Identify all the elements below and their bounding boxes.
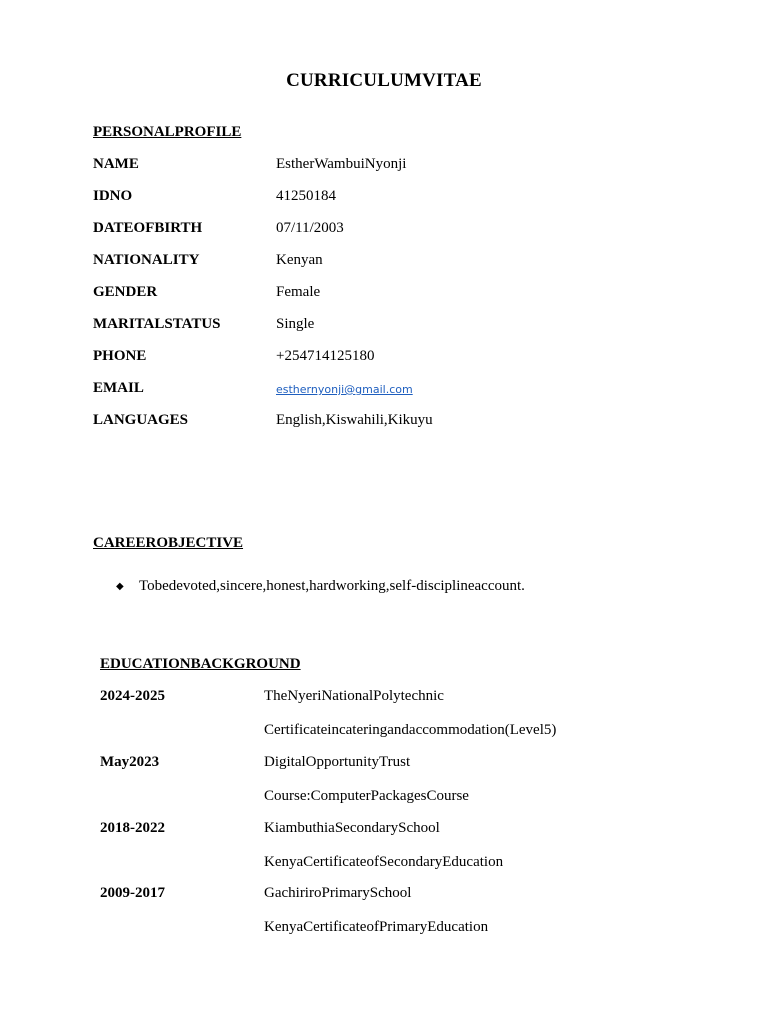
profile-value: 07/11/2003 xyxy=(276,220,344,236)
profile-label: LANGUAGES xyxy=(93,412,189,428)
education-detail: KenyaCertificateofPrimaryEducation xyxy=(264,919,489,935)
profile-value: +254714125180 xyxy=(276,348,375,364)
profile-label: EMAIL xyxy=(93,380,144,396)
profile-label: IDNO xyxy=(93,188,133,204)
profile-label: MARITALSTATUS xyxy=(93,316,221,332)
email-link[interactable]: esthernyonji@gmail.com xyxy=(276,383,413,396)
profile-row-marital-status xyxy=(93,316,713,336)
education-institution: GachiriroPrimarySchool xyxy=(264,885,412,901)
career-objective-text: Tobedevoted,sincere,honest,hardworking,self-disciplineaccount. xyxy=(139,578,525,594)
profile-label: NATIONALITY xyxy=(93,252,200,268)
education-detail: Course:ComputerPackagesCourse xyxy=(264,788,469,804)
education-date: 2009-2017 xyxy=(100,885,165,901)
profile-value: 41250184 xyxy=(276,188,336,204)
career-objective-heading: CAREEROBJECTIVE xyxy=(93,535,244,551)
personal-profile-heading: PERSONALPROFILE xyxy=(93,124,242,140)
education-institution: KiambuthiaSecondarySchool xyxy=(264,820,440,836)
profile-value: Single xyxy=(276,316,315,332)
profile-row-name xyxy=(93,156,713,176)
profile-label: GENDER xyxy=(93,284,158,300)
profile-value: EstherWambuiNyonji xyxy=(276,156,407,172)
education-heading: EDUCATIONBACKGROUND xyxy=(100,656,301,672)
profile-row-gender xyxy=(93,284,713,304)
profile-value: Kenyan xyxy=(276,252,323,268)
profile-row-dob xyxy=(93,220,713,240)
profile-label: PHONE xyxy=(93,348,147,364)
education-institution: TheNyeriNationalPolytechnic xyxy=(264,688,444,704)
profile-value: Female xyxy=(276,284,321,300)
profile-row-email xyxy=(93,380,713,400)
education-date: 2018-2022 xyxy=(100,820,165,836)
profile-row-nationality xyxy=(93,252,713,272)
profile-value: English,Kiswahili,Kikuyu xyxy=(276,412,433,428)
education-detail: KenyaCertificateofSecondaryEducation xyxy=(264,854,504,870)
profile-label: DATEOFBIRTH xyxy=(93,220,203,236)
profile-label: NAME xyxy=(93,156,139,172)
education-date: May2023 xyxy=(100,754,160,770)
education-institution: DigitalOpportunityTrust xyxy=(264,754,411,770)
education-date: 2024-2025 xyxy=(100,688,165,704)
profile-row-phone xyxy=(93,348,713,368)
cv-title: CURRICULUMVITAE xyxy=(286,70,482,91)
education-detail: Certificateincateringandaccommodation(Level5) xyxy=(264,722,557,738)
profile-row-id xyxy=(93,188,713,208)
diamond-bullet-icon: ◆ xyxy=(116,581,124,592)
profile-row-languages xyxy=(93,412,713,432)
